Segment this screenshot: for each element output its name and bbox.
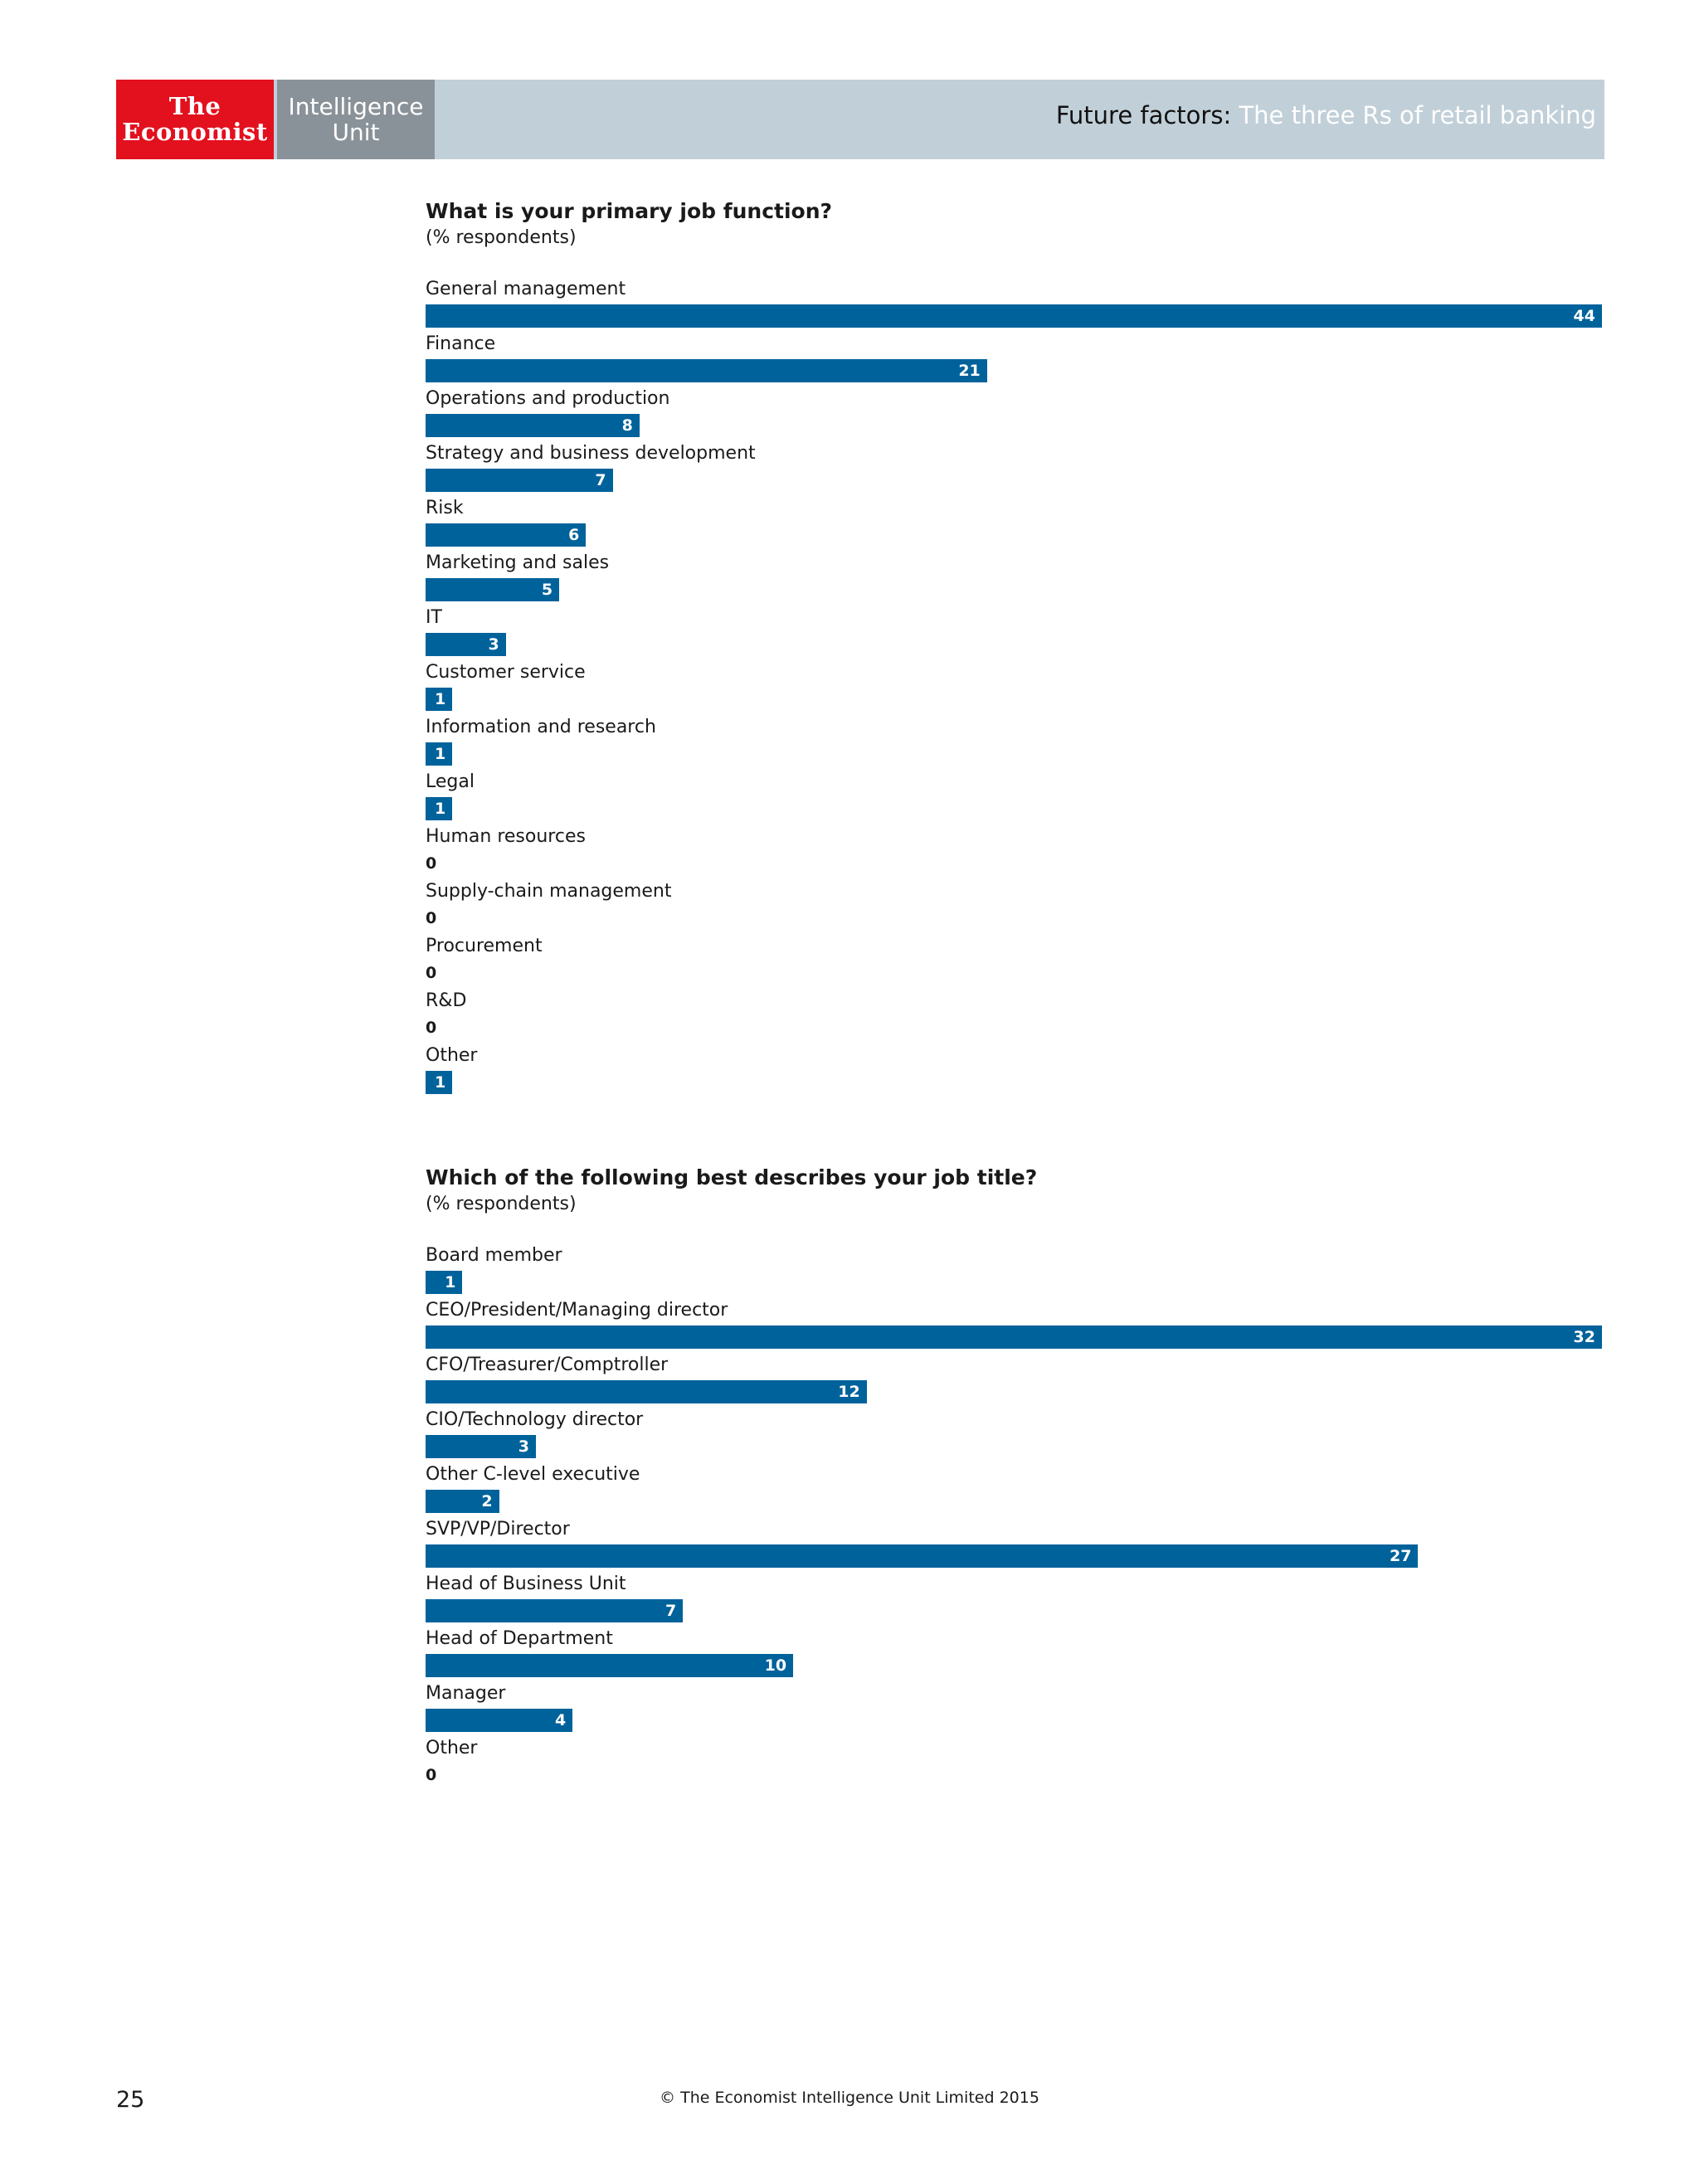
data-label: 10 bbox=[764, 1656, 787, 1675]
data-label: 6 bbox=[568, 526, 580, 544]
category-label: Head of Department bbox=[426, 1628, 613, 1649]
category-label: Strategy and business development bbox=[426, 443, 756, 464]
data-label: 5 bbox=[541, 581, 553, 599]
category-label: R&D bbox=[426, 990, 467, 1011]
category-label: SVP/VP/Director bbox=[426, 1519, 570, 1540]
category-label: CIO/Technology director bbox=[426, 1409, 644, 1430]
copyright-notice: © The Economist Intelligence Unit Limited 2015 bbox=[660, 2089, 1039, 2107]
category-label: Manager bbox=[426, 1683, 506, 1704]
eiu-line-2: Unit bbox=[332, 119, 380, 146]
category-label: General management bbox=[426, 279, 626, 299]
eiu-logo bbox=[277, 80, 435, 159]
data-label: 0 bbox=[426, 1019, 437, 1037]
data-label: 2 bbox=[481, 1492, 493, 1510]
page-header bbox=[116, 80, 1604, 159]
logo-line-2: Economist bbox=[122, 118, 268, 146]
category-label: Risk bbox=[426, 498, 464, 518]
data-label: 7 bbox=[595, 471, 606, 489]
data-label: 1 bbox=[434, 690, 446, 708]
category-label: Supply-chain management bbox=[426, 881, 672, 902]
chart-subtitle: (% respondents) bbox=[426, 1194, 577, 1214]
category-label: CFO/Treasurer/Comptroller bbox=[426, 1355, 669, 1375]
data-label: 3 bbox=[518, 1437, 529, 1456]
category-label: Information and research bbox=[426, 717, 656, 737]
category-label: IT bbox=[426, 607, 442, 628]
report-title-prefix: Future factors: bbox=[1055, 101, 1232, 129]
page-number: 25 bbox=[116, 2087, 145, 2113]
chart-subtitle: (% respondents) bbox=[426, 227, 577, 248]
data-label: 1 bbox=[434, 745, 446, 763]
category-label: Legal bbox=[426, 771, 475, 792]
category-label: Head of Business Unit bbox=[426, 1574, 626, 1594]
category-label: Other C-level executive bbox=[426, 1464, 640, 1485]
data-label: 3 bbox=[488, 635, 499, 654]
category-label: Other bbox=[426, 1738, 478, 1758]
report-title bbox=[1056, 101, 1596, 129]
data-label: 8 bbox=[621, 416, 633, 435]
chart-title: What is your primary job function? bbox=[426, 199, 833, 223]
data-label: 32 bbox=[1573, 1328, 1595, 1346]
category-label: Marketing and sales bbox=[426, 552, 610, 573]
data-label: 4 bbox=[555, 1711, 567, 1729]
data-label: 0 bbox=[426, 909, 437, 927]
data-label: 21 bbox=[958, 362, 981, 380]
data-label: 1 bbox=[445, 1273, 456, 1291]
category-label: Human resources bbox=[426, 826, 586, 847]
data-label: 27 bbox=[1389, 1547, 1412, 1565]
data-label: 7 bbox=[665, 1602, 677, 1620]
report-title-suffix: The three Rs of retail banking bbox=[1231, 101, 1596, 129]
data-label: 44 bbox=[1573, 307, 1595, 325]
data-label: 0 bbox=[426, 964, 437, 982]
category-label: Other bbox=[426, 1045, 478, 1066]
data-label: 1 bbox=[434, 1073, 446, 1092]
chart-title: Which of the following best describes your job title? bbox=[426, 1165, 1038, 1189]
economist-logo bbox=[116, 80, 274, 159]
data-label: 12 bbox=[838, 1383, 860, 1401]
category-label: Customer service bbox=[426, 662, 586, 683]
category-label: Board member bbox=[426, 1245, 562, 1266]
data-label: 1 bbox=[434, 800, 446, 818]
data-label: 0 bbox=[426, 1766, 437, 1784]
category-label: Finance bbox=[426, 333, 496, 354]
eiu-line-1: Intelligence bbox=[288, 93, 424, 120]
category-label: CEO/President/Managing director bbox=[426, 1300, 728, 1321]
data-label: 0 bbox=[426, 854, 437, 873]
category-label: Procurement bbox=[426, 936, 543, 956]
category-label: Operations and production bbox=[426, 388, 670, 409]
logo-line-1: The bbox=[168, 92, 222, 120]
